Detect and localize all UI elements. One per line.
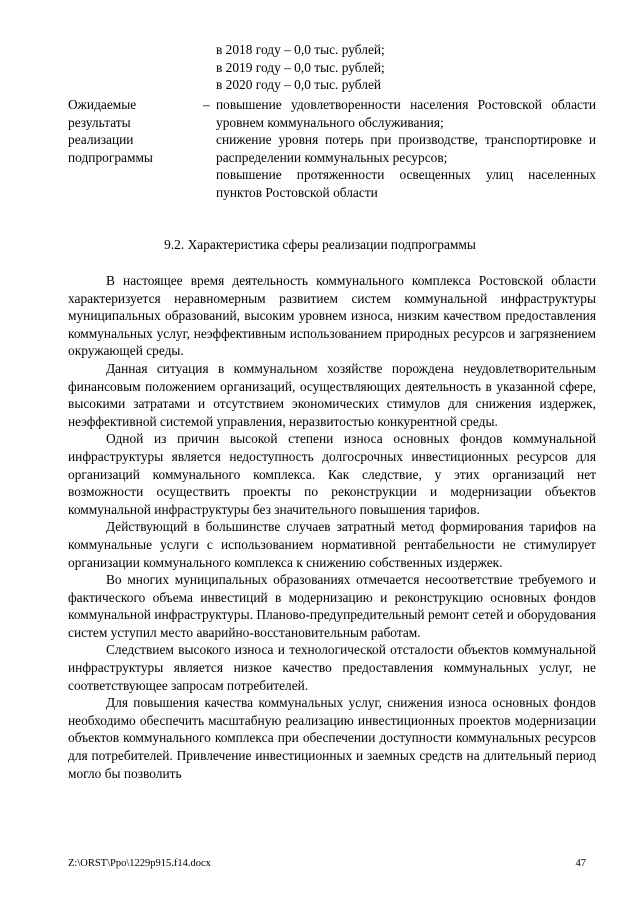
paragraph: В настоящее время деятельность коммунального комплекса Ростовской области характеризуется неравномерным развитием систем коммунальной инфраструктуры муниципальных образований, высоким уровнем износа, низким качеством предоставления коммунальных услуг, неэффективным использованием природных ресурсов и загрязнением окружающей среды. [68,273,596,359]
results-label-line: Ожидаемые [68,97,137,112]
paragraph: Одной из причин высокой степени износа основных фондов коммунальной инфраструктуры является недоступность долгосрочных инвестиционных ресурсов для организаций коммунального комплекса. Как следствие, у этих организаций нет возможности осуществить проекты по реконструкции и модернизации объектов коммунальной инфраструктуры без значительного повышения тарифов. [68,431,596,517]
results-label-line: результаты [68,114,131,130]
results-label-line: реализации [68,132,134,148]
body-text [68,272,596,782]
budget-line-2019: в 2019 году – 0,0 тыс. рублей; [216,59,385,75]
section-heading: 9.2. Характеристика сферы реализации подпрограммы [164,237,476,252]
results-item: повышение удовлетворенности населения Ростовской области уровнем коммунального обслуживания; [216,97,596,130]
results-label-line: подпрограммы [68,149,153,165]
budget-line-2018: в 2018 году – 0,0 тыс. рублей; [216,42,385,57]
budget-lines [216,41,606,94]
results-label [68,96,198,166]
results-item: повышение протяженности освещенных улиц населенных пунктов Ростовской области [216,167,596,200]
paragraph: Следствием высокого износа и технологической отсталости объектов коммунальной инфраструктуры является низкое качество предоставления коммунальных услуг, не соответствующее запросам потребителей. [68,642,596,693]
results-items [216,96,596,202]
budget-line-2020: в 2020 году – 0,0 тыс. рублей [216,77,382,93]
page-number: 47 [575,858,586,869]
paragraph: Во многих муниципальных образованиях отмечается несоответствие требуемого и фактического объема инвестиций в модернизацию и реконструкцию основных фондов коммунальной инфраструктуры. Планово-предупредительный ремонт сетей и оборудования систем уступил место аварийно-восстановительным работам. [68,572,596,640]
results-item: снижение уровня потерь при производстве, транспортировке и распределении коммунальных ресурсов; [216,132,596,165]
footer-file-path: Z:\ORST\Ppo\1229p915.f14.docx [68,858,211,869]
paragraph: Данная ситуация в коммунальном хозяйстве порождена неудовлетворительным финансовым положением организаций, осуществляющих деятельность в указанной сфере, высокими затратами и отсутствием экономических стимулов для снижения издержек, неэффективной системой управления, неразвитостью конкурентной среды. [68,360,596,429]
paragraph: Для повышения качества коммунальных услуг, снижения износа основных фондов необходимо обеспечить масштабную реализацию инвестиционных проектов модернизации объектов коммунального комплекса при обеспечении доступности коммунальных ресурсов для потребителей. Привлечение инвестиционных и заемных средств на длительный период могло бы позволить [68,695,596,781]
results-dash: – [203,97,210,112]
paragraph: Действующий в большинстве случаев затратный метод формирования тарифов на коммунальные услуги с использованием нормативной рентабельности не стимулирует организации коммунального комплекса к снижению собственных издержек. [68,519,596,570]
